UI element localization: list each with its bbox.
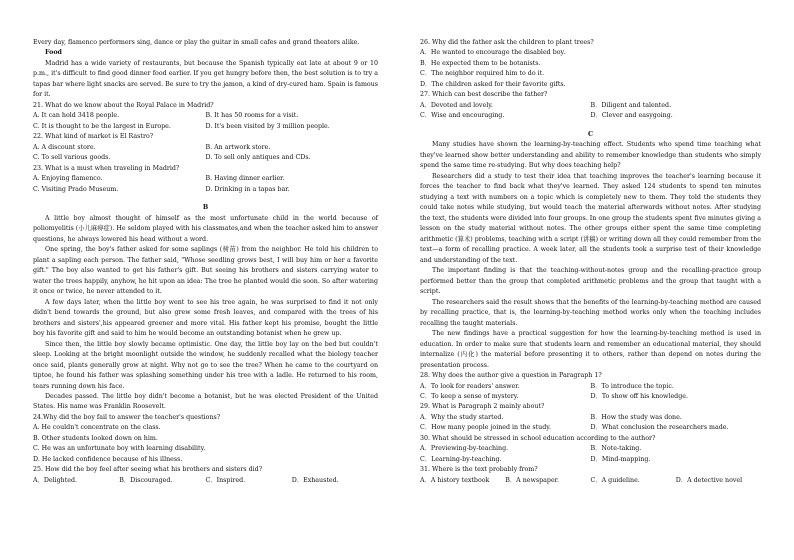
option-c: C．A guideline. — [590, 476, 640, 484]
b-paragraph: A few days later, when the little boy went to see his tree again, he was surprised to find it not only didn't bend towards the ground, but also grew some fresh leaves, and compared with the trees of his brothers and sisters',his appeared greener and more vital. His father kept his promise, bought the little boy his favorite gift and said to him he would become an outstanding botanist when he grew up. — [33, 298, 378, 338]
intro-line: Every day, flamenco performers sing, dance or play the guitar in small cafes and grand theaters alike. — [33, 39, 360, 46]
question-stem: 21. What do we know about the Royal Palace in Madrid? — [33, 101, 214, 109]
section-b-heading: B — [202, 204, 209, 212]
option-c: C．The neighbor required him to do it. — [420, 70, 545, 78]
option-b: B．Diligent and talented. — [590, 101, 672, 109]
question-30 — [420, 434, 761, 465]
option-b: B. An artwork store. — [205, 143, 271, 151]
option-b: B．He expected them to be botanists. — [420, 59, 541, 67]
option-c: C．Wise and encouraging. — [420, 112, 505, 120]
b-paragraph: Decades passed. The little boy didn't become a botanist, but he was elected President of the United States. His name was Franklin Roosevelt. — [33, 392, 378, 411]
c-paragraph: The important finding is that the teaching-without-notes group and the recalling-practice group performed better than the group that completed arithmetic problems and the group that taught with a script. — [420, 267, 761, 296]
c-paragraph: Researchers did a study to test their idea that teaching improves the teacher's learning because it forces the teacher to find back what they've learned. They asked 124 students to spend ten minutes studying a text with numbers on a topic which is completely new to them. They told the students they could take notes while studying, but would teach the material afterwards without notes. After studying the text, the students were divided into four groups. In one group the students spent five minutes giving a lesson on the study material without notes. The other groups either spent the same time completing arithmetic (算术) problems, teaching with a script (讲稿) or writing down all they could remember from the text—a form of recalling practice. A week later, all the students took a surprise test of their knowledge and understanding of the text. — [420, 172, 761, 264]
left-column — [33, 38, 378, 486]
option-d: D. Drinking in a tapas bar. — [205, 185, 290, 193]
question-stem: 24.Why did the boy fail to answer the teacher's questions? — [33, 413, 221, 421]
option-a: A．To look for readers' answer. — [420, 382, 520, 390]
option-a: A. It can hold 3418 people. — [33, 112, 120, 120]
option-b: B．Discouraged. — [119, 476, 173, 484]
option-d: D．What conclusion the researchers made. — [590, 424, 729, 432]
option-b: B．To introduce the topic. — [590, 382, 674, 390]
question-stem: 25. How did the boy feel after seeing what his brothers and sisters did? — [33, 466, 263, 474]
c-paragraph: Many studies have shown the learning-by-teaching effect. Students who spend time teaching what they've learned show better understanding and ability to remember knowledge than students who simply spend the same time re-studying. But why does teaching help? — [420, 141, 761, 170]
question-29 — [420, 402, 761, 433]
option-d: D. To sell only antiques and CDs. — [205, 154, 311, 162]
question-stem: 28. Why does the author give a question in Paragraph 1? — [420, 372, 602, 380]
question-28 — [420, 371, 761, 402]
option-a: A．Delighted. — [33, 476, 78, 484]
question-26 — [420, 38, 761, 90]
option-c: C．Inspired. — [205, 476, 246, 484]
option-a: A．Previewing-by-teaching. — [420, 445, 509, 453]
question-24 — [33, 413, 378, 465]
option-a: A. He couldn't concentrate on the class. — [33, 424, 161, 432]
food-heading: Food — [45, 49, 62, 57]
question-stem: 26. Why did the father ask the children to plant trees? — [420, 39, 594, 46]
option-c: C. To sell various goods. — [33, 154, 111, 162]
option-b: B．Note-taking. — [590, 445, 642, 453]
option-d: D．Mind-mapping. — [590, 455, 651, 463]
option-c: C．Learning-by-teaching. — [420, 455, 502, 463]
option-a: A. Enjoying flamenco. — [33, 175, 103, 183]
option-d: D．To show off his knowledge. — [590, 392, 688, 400]
option-b: B．How the study was done. — [590, 413, 682, 421]
c-paragraph: The new findings have a practical suggestion for how the learning-by-teaching method is used in education. In order to make sure that students learn and remember an educational material, they should internalize (内化) the material before presenting it to others, rather than depend on notes during the presentation process. — [420, 330, 761, 369]
option-c: C．How many people joined in the study. — [420, 424, 551, 432]
right-column — [420, 38, 761, 486]
question-stem: 29. What is Paragraph 2 mainly about? — [420, 403, 545, 411]
question-stem: 23. What is a must when traveling in Madrid? — [33, 164, 180, 172]
option-b: B．A newspaper. — [505, 476, 559, 484]
section-c-heading: C — [587, 130, 593, 138]
option-a: A. A discount store. — [33, 143, 96, 151]
option-a: A．Devoted and lovely. — [420, 101, 493, 109]
option-d: D．Clever and easygoing. — [590, 112, 673, 120]
option-c: C. He was an unfortunate boy with learning disability. — [33, 445, 206, 453]
question-stem: 27. Which can best describe the father? — [420, 91, 548, 99]
option-d: D．The children asked for their favorite gifts. — [420, 80, 566, 88]
question-stem: 22. What kind of market is El Rastro? — [33, 133, 154, 141]
b-paragraph: One spring, the boy's father asked for some saplings (树苗) from the neighbor. He told his children to plant a sapling each person. The father said, "Whose seedling grows best, I will buy him or her a favorite gift." The boy also wanted to get his father's gift. But seeing his brothers and sisters carrying water to water the trees happily, anyhow, he hit upon an idea: The tree he planted would die soon. So after watering it once or twice, he never attended to it. — [33, 246, 378, 296]
b-paragraph: Since then, the little boy slowly became optimistic. One day, the little boy lay on the bed but couldn't sleep. Looking at the bright moonlight outside the window, he suddenly recalled what the biology teacher once said, plants generally grow at night. Why not go to see the tree? When he came to the courtyard on tiptoe, he found his father was splashing something under his tree with a ladle. He returned to his room, tears running down his face. — [33, 340, 378, 390]
question-21 — [33, 101, 378, 132]
option-c: C. It is thought to be the largest in Europe. — [33, 122, 171, 130]
option-d: D. He lacked confidence because of his illness. — [33, 455, 183, 463]
question-stem: 30. What should be stressed in school education according to the author? — [420, 434, 656, 442]
option-b: B. Having dinner earlier. — [205, 175, 285, 183]
question-23 — [33, 164, 378, 195]
option-d: D．Exhausted. — [291, 476, 339, 484]
food-paragraph: Madrid has a wide variety of restaurants, but because the Spanish typically eat late at about 9 or 10 p.m., it's difficult to find good dinner food earlier. If you get hungry before then, the best solution is to try a tapas bar where light snacks are served. Be sure to try the jamon, a kind of dry-cured ham. Spain is famous for it. — [33, 59, 378, 99]
option-a: A．He wanted to encourage the disabled boy. — [420, 49, 566, 57]
question-stem: 31. Where is the text probably from? — [420, 466, 538, 474]
option-b: B. Other students looked down on him. — [33, 434, 158, 442]
option-b: B. It has 50 rooms for a visit. — [205, 112, 299, 120]
option-d: D．A detective novel — [675, 476, 743, 484]
b-paragraph: A little boy almost thought of himself as the most unfortunate child in the world because of poliomyelitis (小儿麻痹症). He seldom played with his classmates,and when the teacher asked him to answer questions, he always lowered his head without a word. — [33, 214, 378, 243]
c-paragraph: The researchers said the result shows that the benefits of the learning-by-teaching method are caused by recalling practice, that is, the learning-by-teaching method works only when the teaching includes recalling the taught materials. — [420, 298, 761, 327]
option-c: C．To keep a sense of mystery. — [420, 392, 519, 400]
question-27 — [420, 90, 761, 121]
option-c: C. Visiting Prado Museum. — [33, 185, 119, 193]
option-a: A．Why the study started. — [420, 413, 504, 421]
question-31 — [420, 465, 761, 486]
option-d: D. It's been visited by 3 million people. — [205, 122, 330, 130]
option-a: A．A history textbook — [420, 476, 490, 484]
question-25 — [33, 465, 378, 486]
question-22 — [33, 132, 378, 163]
